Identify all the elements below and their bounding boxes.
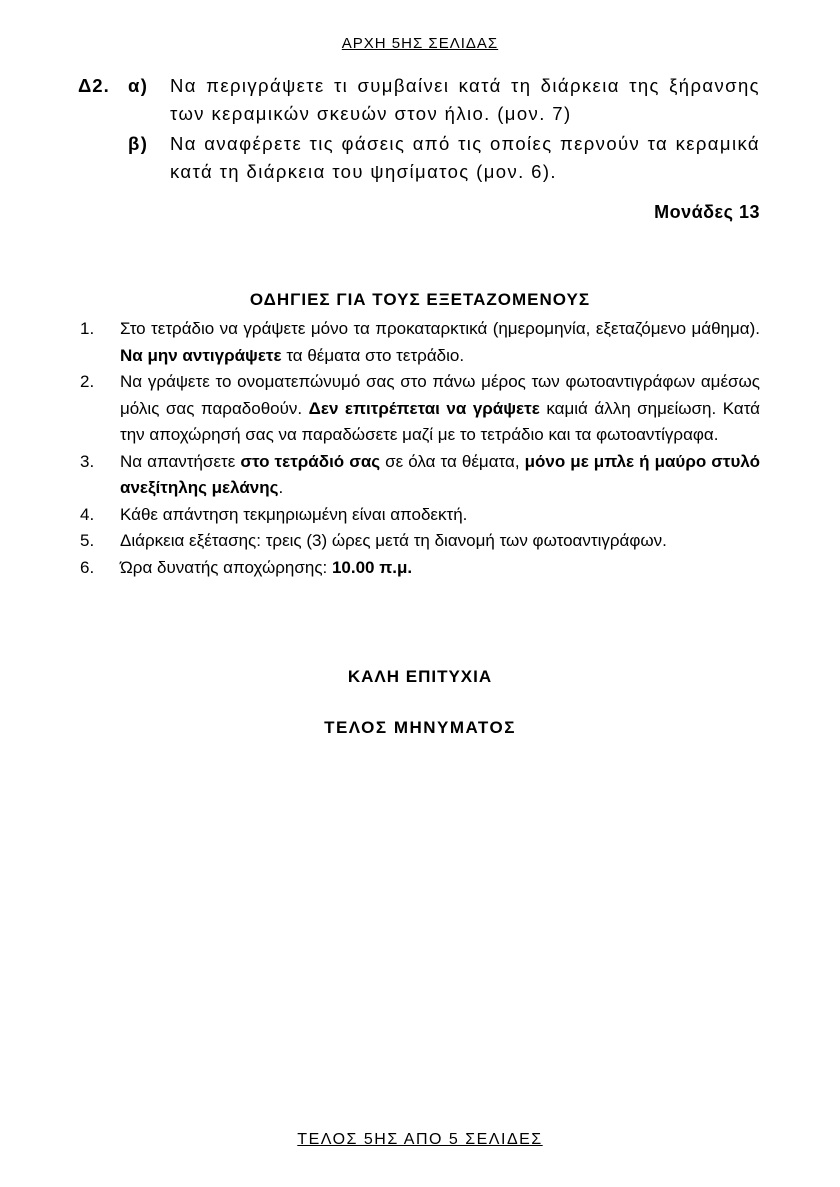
instruction-segment: Διάρκεια εξέτασης: τρεις (3) ώρες μετά τη διανομή των φωτοαντιγράφων.	[120, 531, 667, 550]
instruction-number: 1.	[80, 319, 95, 338]
instructions-title: ΟΔΗΓΙΕΣ ΓΙΑ ΤΟΥΣ ΕΞΕΤΑΖΟΜΕΝΟΥΣ	[249, 290, 591, 309]
instruction-item	[80, 316, 760, 369]
instruction-item	[80, 502, 760, 529]
question-part-a	[78, 72, 760, 128]
instruction-item	[80, 555, 760, 582]
page-footer: ΤΕΛΟΣ 5ΗΣ ΑΠΟ 5 ΣΕΛΙΔΕΣ	[297, 1131, 543, 1148]
instruction-segment: Κάθε απάντηση τεκμηριωμένη είναι αποδεκτή.	[120, 504, 468, 524]
instruction-emphasis: στο τετράδιό σας	[240, 451, 381, 471]
instruction-emphasis: 10.00 π.μ.	[331, 557, 413, 577]
part-text: Να περιγράψετε τι συμβαίνει κατά τη διάρκεια της ξήρανσης των κεραμικών σκευών στον ήλιο. (μον. 7)	[170, 75, 760, 124]
question-number: Δ2.	[78, 75, 110, 96]
instruction-emphasis: μόνο με μπλε ή μαύρο στυλό ανεξίτηλης μελάνης	[120, 451, 761, 497]
question-block	[78, 72, 760, 186]
instruction-text	[120, 369, 760, 449]
instruction-segment: Να απαντήσετε	[120, 451, 241, 471]
marks-total: Μονάδες 13	[654, 202, 760, 222]
instruction-text	[120, 449, 760, 502]
instruction-number: 5.	[80, 531, 95, 550]
instruction-segment: Ώρα δυνατής αποχώρησης:	[120, 557, 332, 577]
instruction-segment: .	[278, 478, 284, 497]
instruction-emphasis: Δεν επιτρέπεται να γράψετε	[308, 398, 540, 418]
instruction-number: 4.	[80, 504, 95, 524]
instruction-text	[120, 316, 760, 369]
part-letter: β)	[128, 133, 149, 154]
end-message-text: ΤΕΛΟΣ ΜΗΝΥΜΑΤΟΣ	[324, 718, 516, 737]
instruction-text	[120, 555, 760, 582]
instruction-text	[120, 502, 760, 529]
instruction-segment: Στο τετράδιο να γράψετε μόνο τα προκαταρκτικά (ημερομηνία, εξεταζόμενο μάθημα).	[120, 319, 760, 338]
instruction-number: 2.	[80, 372, 95, 391]
instruction-number: 6.	[80, 557, 95, 577]
instruction-segment: σε όλα τα θέματα,	[380, 451, 525, 471]
instruction-text	[120, 528, 760, 555]
instruction-item	[80, 449, 760, 502]
instruction-emphasis: Να μην αντιγράψετε	[120, 345, 282, 365]
part-letter: α)	[128, 75, 149, 96]
good-luck-text: ΚΑΛΗ ΕΠΙΤΥΧΙΑ	[347, 667, 493, 686]
instructions-list	[80, 316, 760, 581]
instruction-segment: καμιά άλλη σημείωση. Κατά την αποχώρησή σας να παραδώσετε μαζί με το τετράδιο και τα φωτοαντίγραφα.	[120, 398, 761, 444]
instruction-segment: τα θέματα στο τετράδιο.	[281, 345, 465, 365]
instruction-item	[80, 369, 760, 449]
part-text: Να αναφέρετε τις φάσεις από τις οποίες περνούν τα κεραμικά κατά τη διάρκεια του ψησίματος (μον. 6).	[170, 133, 760, 182]
instruction-number: 3.	[80, 451, 95, 471]
page-header: ΑΡΧΗ 5ΗΣ ΣΕΛΙΔΑΣ	[341, 35, 499, 52]
instruction-segment: Να γράψετε το ονοματεπώνυμό σας στο πάνω μέρος των φωτοαντιγράφων αμέσως μόλις σας παραδοθούν.	[120, 372, 760, 418]
instruction-item	[80, 528, 760, 555]
question-part-b	[78, 130, 760, 186]
